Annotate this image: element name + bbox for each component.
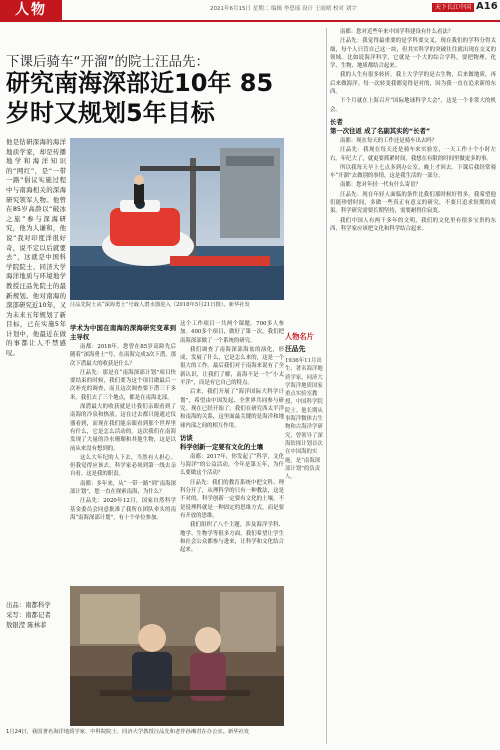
- paragraph: 这么大年纪的人下去，当然有人担心。但我觉得应该去，科学家必须到第一线去亲自看。这是我的职责。: [70, 454, 176, 478]
- profile-title: 人物名片: [285, 332, 314, 341]
- paragraph: 所以我每天早上七点多到办公室，晚上才回去。下课后我经常骑车“开溜”去做别的事情，这是我生活的一部分。: [330, 164, 496, 180]
- header-rule: [0, 20, 500, 22]
- paragraph: 汪品先：我现在每天还是骑车来实验室，一天工作十个小时左右。年纪大了，就更要抓紧时间，我想在有限的时间里做更多的事。: [330, 147, 496, 162]
- paragraph: 我们中国人有两千多年的文明，我们的文化里有很多宝贵的东西，科学家应该把文化和科学结合起来。: [330, 217, 496, 232]
- section-badge: 天下长江中国: [432, 3, 474, 12]
- person-profile-box: [285, 332, 325, 582]
- subhead-text: 第一次往返 成了名副其实的“长者”: [330, 126, 431, 135]
- article-credits: [6, 600, 66, 630]
- page-header: [0, 0, 500, 20]
- article-column-1: [70, 320, 176, 582]
- submersible-photo: [70, 138, 284, 300]
- paragraph: 南都：现在每天的工作还是骑车出去吗？: [340, 137, 438, 144]
- subhead-label: 学术: [70, 324, 84, 332]
- profile-bio: 1936年11月出生，著名海洋地质学家，同济大学海洋地质国家重点实验室教授、中国科学院院士。他长期从事海洋微体古生物和古海洋学研究，曾领导了深海钻探计划首次在中国海的实施，是“南海深部计划”的负责人。: [285, 358, 323, 481]
- article-column-2: [180, 320, 284, 582]
- paragraph: 汪品先：那是在“南海深部计划”项目快要结束的时候，我们要为这个项目做最后一次补充的调查，而且这次调查要下潜三千多米。我们去了三个地点，都是在南海北部。: [70, 369, 176, 401]
- issue-meta: 2021年6月15日 星期二 编辑 李思瑶 设计 王雨晴 校对 刘宇: [210, 6, 357, 12]
- bottom-photo: [70, 586, 284, 726]
- subhead-text: 科学创新一定要有文化的土壤: [180, 442, 264, 451]
- paragraph: 南都：2017年，你发起了“科学，文化与海洋”的公益活动，今年是第五年，为什么要做这个活动？: [180, 453, 284, 477]
- column2-subhead: [180, 434, 284, 452]
- credit-line-1: 出品：南都科学: [6, 601, 51, 609]
- column-divider: [326, 28, 327, 744]
- photo-caption: 汪品先院士从“深海勇士”号载人潜水器进入（2018年5月21日摄）。新华社发: [70, 302, 250, 308]
- profile-name: 汪品先: [285, 345, 306, 353]
- bottom-photo-caption: 1月24日，我国著名海洋地质学家、中科院院士、同济大学教授汪品先和老伴孙湘君在办公室。新华社发: [6, 729, 250, 735]
- paragraph: 后来，我们开展了“海洋国际大科学计划”，希望由中国发起、全世界共同参与研究。现在已经开始了。我们在研究西太平洋和南海的关系，这里面最关键的是海洋和地球内部之间的相互作用。: [180, 389, 284, 429]
- subhead-text: 为中国在南海的深海研究变革到主导权: [70, 324, 176, 341]
- credit-line-2: 采写：南都记者: [6, 611, 51, 619]
- paragraph: 这个工作项目一共两个课题。700多人参加。400多个项目，做好了第一次，我们把南海深部做了一个系统的研究。: [180, 321, 284, 344]
- headline-title: 研究南海深部近10年 85岁时又规划5年目标: [6, 69, 274, 127]
- paragraph: 汪品先：我们的教育系统中把文科、理科分开了，从理科学的只有一种教法，这是不对的。科学创新一定要有文化的土壤，不是说理科就是一种固定的思维方式，而是要有开放的思维。: [180, 479, 284, 519]
- section-tab: 人物: [0, 0, 62, 20]
- paragraph: 汪品先：我觉得最重要的是学科要交叉，现在我们的学科分得太细，每个人只管自己这一块，但其实科学的突破往往就出现在交叉的领域。比如说海洋科学，它就是一个大的综合学科，要把物理、化学、生物、地质都结合起来。: [330, 38, 496, 70]
- paragraph: 南都：2018年，您曾在85岁高龄先后随着“深海勇士”号，在南海完成3次下潜。那次下潜最大的收获是什么？: [70, 344, 176, 367]
- paragraph: 南都：多年来，从“一带一路”到“南海深部计划”，您一直在探索南海，为什么？: [70, 480, 176, 496]
- main-photo: [70, 138, 284, 300]
- page-number: A16: [476, 1, 498, 12]
- column1-subhead: [70, 324, 176, 342]
- subhead-label: 访谈: [180, 433, 193, 442]
- article-column-3: [330, 28, 496, 744]
- paragraph: 我们调查了南海深部海盆的演化，形成、发展了什么，它是怎么来的，这是一个很大的工作。最后我们对于南海来说有了全新认识，让我们了解，南海不是一个“小太平洋”，而是有它自己的特点。: [180, 346, 284, 387]
- paragraph: 汪品先：现在年轻人面临的条件比我们那时候好得多，我希望他们能珍惜时间，多做一些真正有意义的研究，不要只追求短期的成果。科学研究需要长期坚持，需要耐得住寂寞。: [330, 191, 496, 215]
- paragraph: 深潜最大的收获就是让我们亲眼看到了南海的冷泉和热液。这在过去都只能通过仪器看到，而现在我们能亲眼看到那个世界里有什么，它是怎么活动的。这次我们在南海发现了大量的冷水珊瑚和其他生物，这是以前从来没有想到的。: [70, 404, 176, 452]
- paragraph: 南都：您对近些年来中国学科建设有什么看法？: [340, 29, 454, 35]
- paragraph: 我们组织了八个主题，涉及海洋学科、地学、生物学等很多方面。我们希望让学生和社会公众都参与进来，让科学和文化结合起来。: [180, 522, 284, 554]
- paragraph: 下个月就在上海召开“国际地球科学大会”，这是一个非常大的机会。: [330, 98, 496, 113]
- headline-kicker: 下课后骑车“开溜”的院士汪品先：: [6, 54, 209, 70]
- office-photo: [70, 586, 284, 726]
- article-lede: 他是钻研深海的海洋地质学家，却是传播地学和海洋知识的“网红”，是“一带一路”倡议实施过程中与南海相关的深海研究领军人物。他曾在85岁高龄以“破冰之旅”参与深海研究，他为人谦和，他说“我对印度洋很好奇，说不定以后就要去”，这就是中国科学院院士、同济大学海洋地质与环境地学教授汪品先院士的最新规划。他对南海的深部研究近10年，又为未来五年规划了新目标，已在实施5年计划中，他最近在做的事都让人不禁感叹。: [6, 138, 66, 358]
- paragraph: 汪品先：2020年12月，国家自然科学基金委员会同意批准了我所在团队牵头的南海“南海深部计划”，有十个单位参加。: [70, 498, 176, 521]
- paragraph: 我的人生有很多转折。我上大学学的是古生物，后来做地质，再后来做海洋。每一次转变我都觉得是对的，因为我一直在追求新的东西。: [330, 72, 496, 96]
- column3-subhead: [330, 118, 496, 136]
- paragraph: 南都：您对年轻一代有什么寄语？: [340, 182, 421, 189]
- subhead-label: 长者: [330, 117, 343, 126]
- credit-line-3: 敖银滢 陈林菲: [6, 621, 47, 629]
